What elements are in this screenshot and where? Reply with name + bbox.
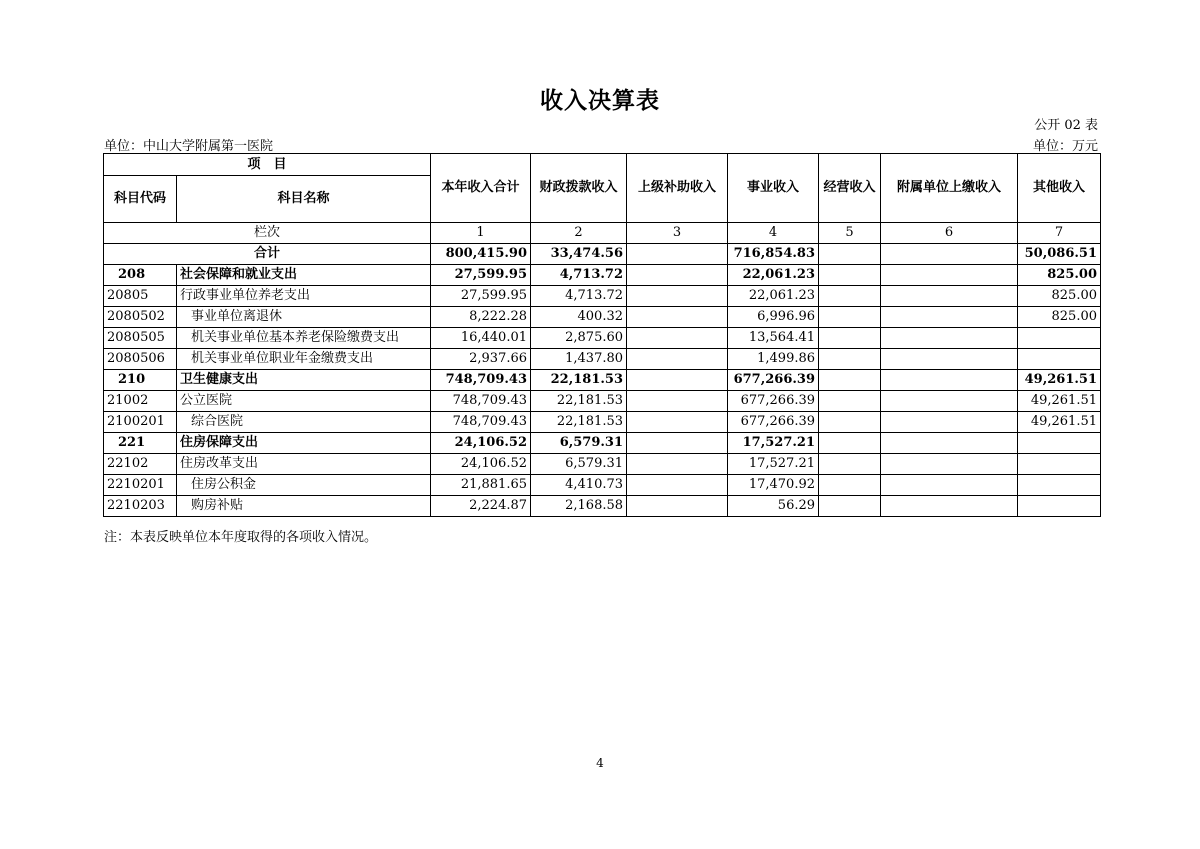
cell-value: 17,527.21 [728,433,819,454]
subject-code: 22102 [104,454,177,475]
table-row [104,412,1101,433]
subject-name: 卫生健康支出 [177,370,431,391]
cell-value [1018,496,1101,517]
cell-value [881,496,1018,517]
cell-value [819,412,881,433]
cell-value: 16,440.01 [431,328,531,349]
total-label: 合计 [104,244,431,265]
header-col-4: 事业收入 [728,154,819,223]
cell-value [881,433,1018,454]
cell-value: 17,527.21 [728,454,819,475]
total-value: 800,415.90 [431,244,531,265]
cell-value: 21,881.65 [431,475,531,496]
col-num: 2 [531,223,627,244]
cell-value [627,454,728,475]
cell-value: 13,564.41 [728,328,819,349]
subject-name: 购房补贴 [177,496,431,517]
table-row [104,454,1101,475]
subject-code: 2080506 [104,349,177,370]
col-num: 4 [728,223,819,244]
unit-organization: 单位：中山大学附属第一医院 [104,139,274,154]
cell-value [819,328,881,349]
cell-value: 677,266.39 [728,370,819,391]
cell-value: 49,261.51 [1018,412,1101,433]
subject-name: 社会保障和就业支出 [177,265,431,286]
total-value [819,244,881,265]
header-item: 项 目 [104,154,431,176]
cell-value: 6,579.31 [531,433,627,454]
subject-name: 机关事业单位职业年金缴费支出 [177,349,431,370]
cell-value: 17,470.92 [728,475,819,496]
cell-value [881,307,1018,328]
total-value [627,244,728,265]
subject-code: 2210201 [104,475,177,496]
table-row [104,286,1101,307]
cell-value: 22,181.53 [531,370,627,391]
cell-value [881,475,1018,496]
cell-value: 27,599.95 [431,286,531,307]
cell-value: 8,222.28 [431,307,531,328]
subject-name: 住房保障支出 [177,433,431,454]
cell-value: 6,579.31 [531,454,627,475]
cell-value: 677,266.39 [728,412,819,433]
header-col-3: 上级补助收入 [627,154,728,223]
unit-currency: 单位：万元 [1032,139,1098,154]
cell-value: 748,709.43 [431,370,531,391]
footnote: 注：本表反映单位本年度取得的各项收入情况。 [104,530,378,545]
header-col-6: 附属单位上缴收入 [881,154,1018,223]
cell-value [819,265,881,286]
cell-value [627,349,728,370]
header-col-7: 其他收入 [1018,154,1101,223]
cell-value: 2,937.66 [431,349,531,370]
cell-value [1018,475,1101,496]
cell-value: 400.32 [531,307,627,328]
cell-value: 4,410.73 [531,475,627,496]
col-num: 5 [819,223,881,244]
table-row [104,496,1101,517]
table-row [104,370,1101,391]
cell-value [819,475,881,496]
cell-value: 27,599.95 [431,265,531,286]
cell-value: 825.00 [1018,307,1101,328]
cell-value [627,433,728,454]
cell-value: 2,224.87 [431,496,531,517]
cell-value [881,286,1018,307]
table-row [104,349,1101,370]
cell-value [881,454,1018,475]
subject-name: 住房改革支出 [177,454,431,475]
cell-value: 56.29 [728,496,819,517]
table-row [104,433,1101,454]
cell-value: 24,106.52 [431,454,531,475]
subject-code: 208 [104,265,177,286]
subject-code: 2080505 [104,328,177,349]
cell-value [881,370,1018,391]
cell-value: 4,713.72 [531,265,627,286]
total-value [881,244,1018,265]
cell-value [627,412,728,433]
table-row [104,328,1101,349]
subject-code: 2210203 [104,496,177,517]
header-name: 科目名称 [177,176,431,223]
cell-value [881,391,1018,412]
cell-value [627,265,728,286]
cell-value: 2,875.60 [531,328,627,349]
subject-code: 20805 [104,286,177,307]
col-num: 7 [1018,223,1101,244]
cell-value [819,307,881,328]
cell-value: 748,709.43 [431,391,531,412]
cell-value [819,454,881,475]
cell-value [819,391,881,412]
total-value: 50,086.51 [1018,244,1101,265]
cell-value: 677,266.39 [728,391,819,412]
cell-value [819,496,881,517]
cell-value: 1,437.80 [531,349,627,370]
cell-value [1018,349,1101,370]
col-num: 6 [881,223,1018,244]
subject-name: 事业单位离退休 [177,307,431,328]
cell-value [1018,454,1101,475]
subject-name: 机关事业单位基本养老保险缴费支出 [177,328,431,349]
table-row [104,265,1101,286]
subject-code: 221 [104,433,177,454]
income-table [103,153,1101,517]
cell-value: 22,181.53 [531,391,627,412]
total-row [104,244,1101,265]
subject-code: 21002 [104,391,177,412]
subject-code: 2080502 [104,307,177,328]
subject-code: 2100201 [104,412,177,433]
cell-value: 22,061.23 [728,265,819,286]
cell-value: 24,106.52 [431,433,531,454]
header-col-2: 财政拨款收入 [531,154,627,223]
cell-value: 825.00 [1018,265,1101,286]
header-code: 科目代码 [104,176,177,223]
cell-value [627,328,728,349]
cell-value: 2,168.58 [531,496,627,517]
cell-value [881,412,1018,433]
subject-name: 公立医院 [177,391,431,412]
form-number: 公开 02 表 [1034,118,1098,133]
cell-value [881,265,1018,286]
cell-value [627,286,728,307]
cell-value: 825.00 [1018,286,1101,307]
cell-value: 49,261.51 [1018,370,1101,391]
lanci-label: 栏次 [104,223,431,244]
cell-value [1018,433,1101,454]
cell-value [627,370,728,391]
header-col-1: 本年收入合计 [431,154,531,223]
cell-value [627,475,728,496]
header-col-5: 经营收入 [819,154,881,223]
cell-value: 6,996.96 [728,307,819,328]
cell-value: 49,261.51 [1018,391,1101,412]
cell-value: 1,499.86 [728,349,819,370]
cell-value [1018,328,1101,349]
cell-value [819,370,881,391]
col-num: 1 [431,223,531,244]
cell-value [819,349,881,370]
table-row [104,475,1101,496]
subject-name: 综合医院 [177,412,431,433]
cell-value: 4,713.72 [531,286,627,307]
cell-value [819,286,881,307]
cell-value: 22,061.23 [728,286,819,307]
total-value: 33,474.56 [531,244,627,265]
col-num: 3 [627,223,728,244]
subject-code: 210 [104,370,177,391]
cell-value [627,307,728,328]
cell-value: 22,181.53 [531,412,627,433]
subject-name: 住房公积金 [177,475,431,496]
cell-value [627,496,728,517]
page-title: 收入决算表 [540,87,660,114]
table-row [104,391,1101,412]
cell-value [881,328,1018,349]
total-value: 716,854.83 [728,244,819,265]
subject-name: 行政事业单位养老支出 [177,286,431,307]
cell-value [881,349,1018,370]
page-number: 4 [596,756,604,770]
cell-value [819,433,881,454]
cell-value: 748,709.43 [431,412,531,433]
table-row [104,307,1101,328]
cell-value [627,391,728,412]
